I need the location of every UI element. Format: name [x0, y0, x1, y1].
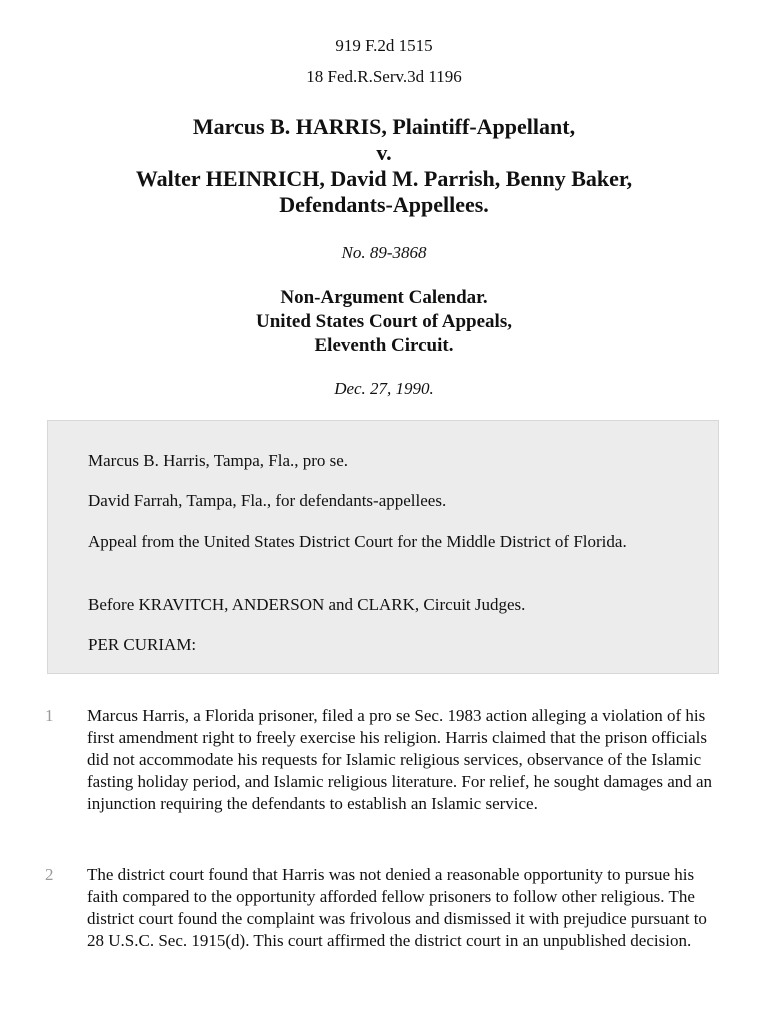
- paragraph-text: Marcus Harris, a Florida prisoner, filed a pro se Sec. 1983 action alleging a violation of his first amendment right to freely exercise his religion. Harris claimed that the prison officials did not accommodate his requests for Islamic religious services, observance of the Islamic fasting holiday period, and Islamic religious literature. For relief, he sought damages and an injunction requiring the defendants to establish an Islamic service.: [87, 706, 713, 813]
- appeal-line: Appeal from the United States District Court for the Middle District of Florida.: [88, 532, 627, 551]
- parallel-citation: 18 Fed.R.Serv.3d 1196: [306, 67, 462, 86]
- counsel-plaintiff: Marcus B. Harris, Tampa, Fla., pro se.: [88, 451, 349, 470]
- decision-date: Dec. 27, 1990.: [334, 379, 434, 398]
- caption-defendants-role: Defendants-Appellees.: [279, 192, 489, 217]
- circuit-name: Eleventh Circuit.: [314, 335, 454, 356]
- paragraph-text: The district court found that Harris was not denied a reasonable opportunity to pursue his faith compared to the opportunity afforded fellow prisoners to follow other religious. The district court found the complaint was frivolous and dismissed it with prejudice pursuant to 28 U.S.C. Sec. 1915(d). This court affirmed the district court in an unpublished decision.: [87, 865, 707, 950]
- docket-number: No. 89-3868: [341, 243, 427, 262]
- caption-defendants: Walter HEINRICH, David M. Parrish, Benny Baker,: [135, 166, 633, 191]
- court-block: [0, 286, 768, 358]
- case-caption: [60, 114, 708, 218]
- caption-versus: v.: [376, 140, 392, 165]
- court-name: United States Court of Appeals,: [256, 311, 512, 332]
- paragraph-number: 1: [45, 706, 54, 725]
- header-box: [47, 420, 719, 674]
- counsel-defendants: David Farrah, Tampa, Fla., for defendants-appellees.: [88, 491, 447, 510]
- paragraph-number: 2: [45, 865, 54, 884]
- per-curiam: PER CURIAM:: [88, 635, 197, 654]
- reporter-citation: 919 F.2d 1515: [335, 36, 433, 55]
- calendar-line: Non-Argument Calendar.: [280, 287, 488, 308]
- judges-line: Before KRAVITCH, ANDERSON and CLARK, Circuit Judges.: [88, 595, 526, 614]
- caption-plaintiff: Marcus B. HARRIS, Plaintiff-Appellant,: [192, 114, 576, 139]
